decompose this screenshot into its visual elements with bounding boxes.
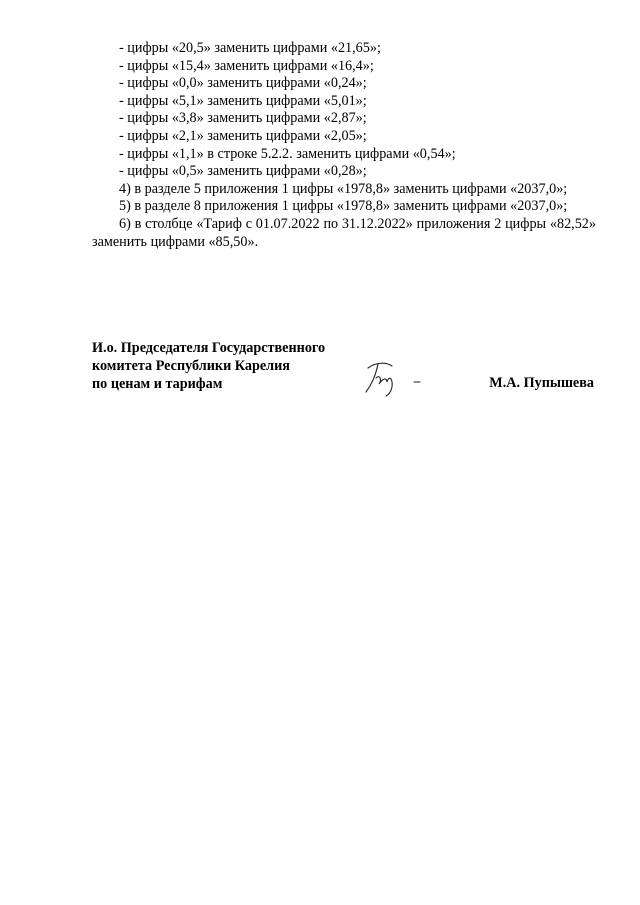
list-item: - цифры «1,1» в строке 5.2.2. заменить цифрами «0,54»; <box>119 145 456 162</box>
signature-block <box>92 340 596 400</box>
signatory-name: М.А. Пупышева <box>489 375 594 391</box>
list-item: - цифры «0,5» заменить цифрами «0,28»; <box>119 163 367 180</box>
paragraph-4: 4) в разделе 5 приложения 1 цифры «1978,8» заменить цифрами «2037,0»; <box>119 180 568 197</box>
list-item: - цифры «3,8» заменить цифрами «2,87»; <box>119 110 367 127</box>
signatory-title-line: комитета Республики Карелия <box>92 357 290 374</box>
signatory-title-line: по ценам и тарифам <box>92 375 223 392</box>
list-item: - цифры «0,0» заменить цифрами «0,24»; <box>119 75 367 92</box>
paragraph-5: 5) в разделе 8 приложения 1 цифры «1978,8» заменить цифрами «2037,0»; <box>119 198 568 215</box>
handwritten-signature-icon <box>362 358 424 398</box>
amendments-text <box>92 40 596 251</box>
list-item: - цифры «15,4» заменить цифрами «16,4»; <box>119 57 374 74</box>
signatory-title-line: И.о. Председателя Государственного <box>92 340 326 356</box>
signatory-title <box>92 340 372 393</box>
list-item: - цифры «20,5» заменить цифрами «21,65»; <box>119 40 381 56</box>
list-item: - цифры «2,1» заменить цифрами «2,05»; <box>119 127 367 144</box>
paragraph-6: 6) в столбце «Тариф с 01.07.2022 по 31.12.2022» приложения 2 цифры «82,52» заменить цифрами «85,50». <box>92 215 596 250</box>
list-item: - цифры «5,1» заменить цифрами «5,01»; <box>119 92 367 109</box>
